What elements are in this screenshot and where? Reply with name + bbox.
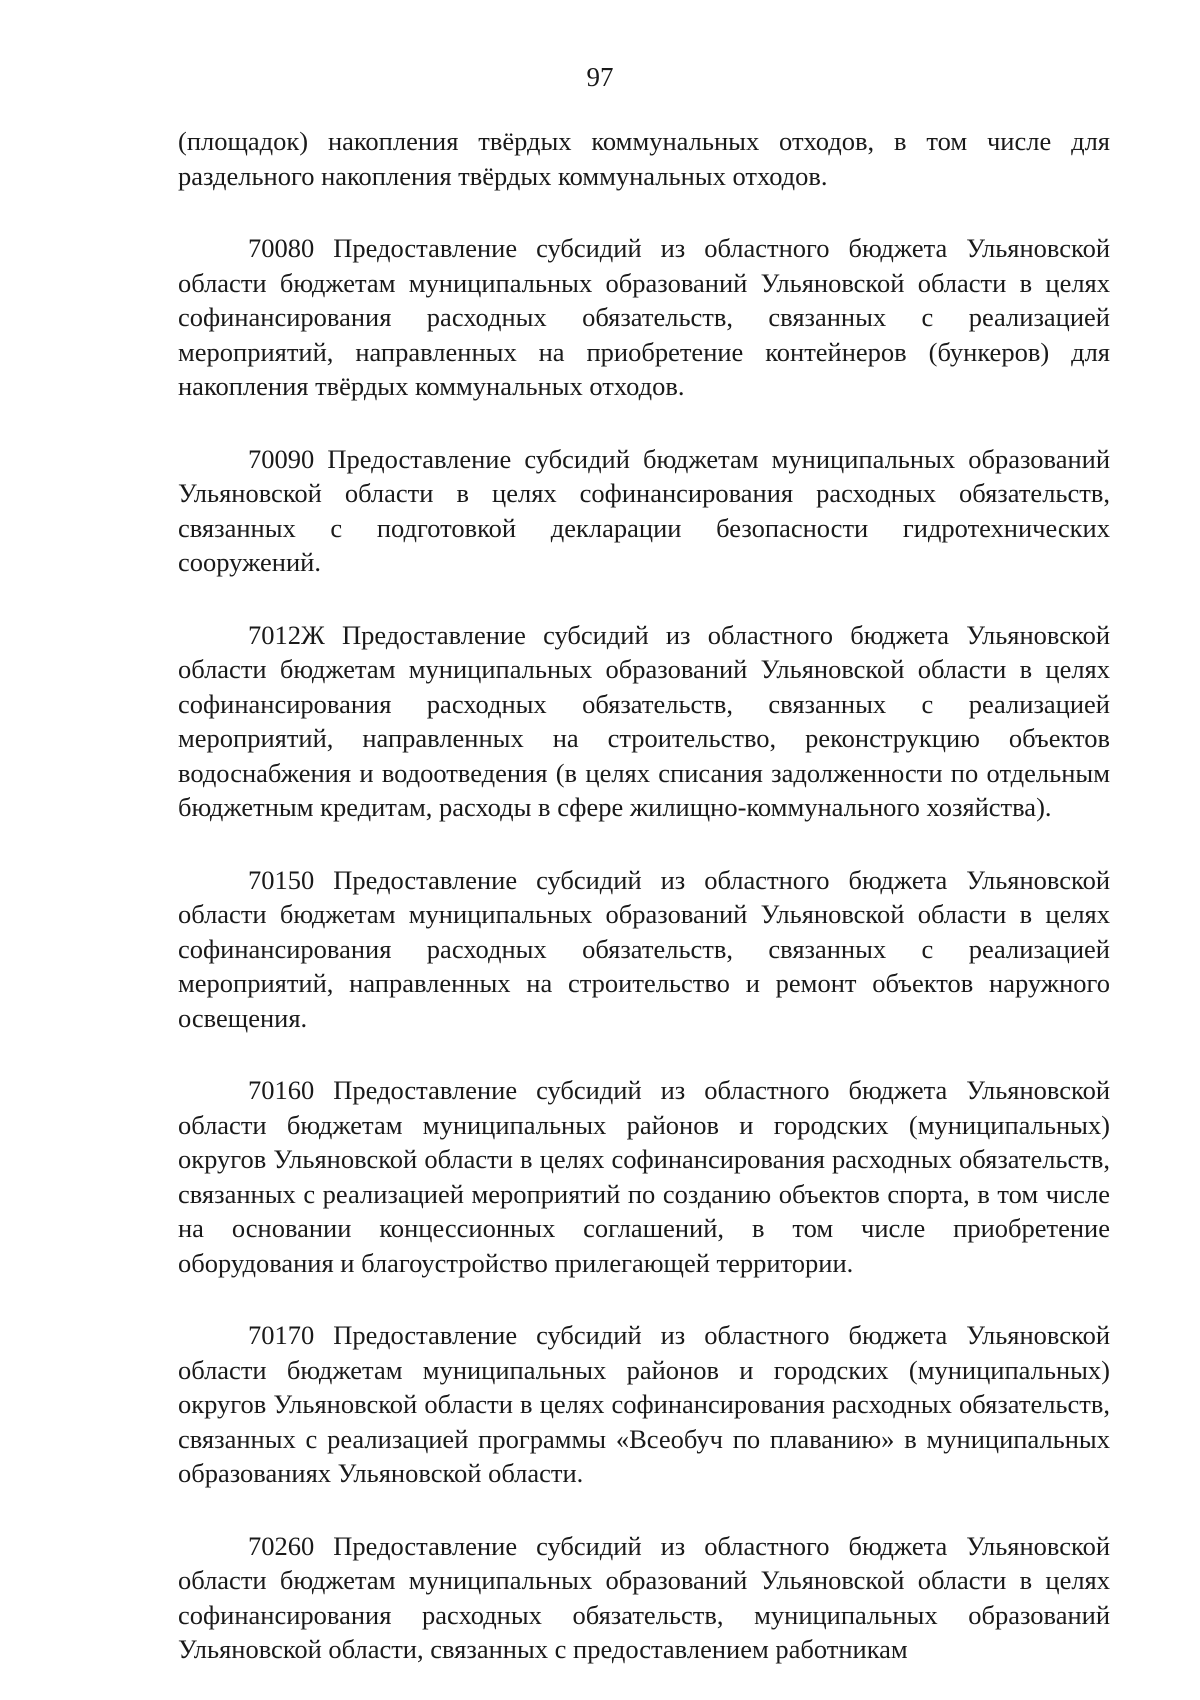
paragraph-code: 70160 xyxy=(248,1075,315,1105)
document-body xyxy=(178,124,1110,1667)
paragraph-text: Предоставление субсидий бюджетам муниципальных образований Ульяновской области в целях софинансирования расходных обязательств, связанных с подготовкой декларации безопасности гидротехнических сооружений. xyxy=(178,443,1110,577)
paragraph-text: Предоставление субсидий из областного бюджета Ульяновской области бюджетам муниципальных образований Ульяновской области в целях софинансирования расходных обязательств, связанных с реализацией мероприятий, направленных на строительство, реконструкцию объектов водоснабжения и водоотведения (в целях списания задолженности по отдельным бюджетным кредитам, расходы в сфере жилищно-коммунального хозяйства). xyxy=(178,619,1111,822)
paragraph-continuation xyxy=(178,124,1110,193)
paragraph-code: 70260 xyxy=(248,1530,315,1561)
paragraph-code: 7012Ж xyxy=(248,619,325,650)
paragraph-text: Предоставление субсидий из областного бюджета Ульяновской области бюджетам муниципальных районов и городских (муниципальных) округов Ульяновской области в целях софинансирования расходных обязательств, связанных с реализацией мероприятий по созданию объектов спорта, в том числе на основании концессионных соглашений, в том числе приобретение оборудования и благоустройство прилегающей территории. xyxy=(178,1075,1111,1278)
paragraph-70150 xyxy=(178,863,1110,1036)
paragraph-code: 70150 xyxy=(248,864,315,895)
paragraph-70260 xyxy=(178,1529,1110,1667)
paragraph-text: Предоставление субсидий из областного бюджета Ульяновской области бюджетам муниципальных образований Ульяновской области в целях софинансирования расходных обязательств, муниципальных образований Ульяновской области, связанных с предоставлением работникам xyxy=(178,1530,1111,1664)
paragraph-code: 70080 xyxy=(248,233,315,263)
paragraph-70090 xyxy=(178,442,1110,580)
paragraph-70080 xyxy=(178,231,1110,404)
paragraph-text: (площадок) накопления твёрдых коммунальных отходов, в том числе для раздельного накопления твёрдых коммунальных отходов. xyxy=(178,126,1110,191)
paragraph-text: Предоставление субсидий из областного бюджета Ульяновской области бюджетам муниципальных районов и городских (муниципальных) округов Ульяновской области в целях софинансирования расходных обязательств, связанных с реализацией программы «Всеобуч по плаванию» в муниципальных образованиях Ульяновской области. xyxy=(178,1320,1111,1488)
paragraph-text: Предоставление субсидий из областного бюджета Ульяновской области бюджетам муниципальных образований Ульяновской области в целях софинансирования расходных обязательств, связанных с реализацией мероприятий, направленных на приобретение контейнеров (бункеров) для накопления твёрдых коммунальных отходов. xyxy=(178,233,1111,401)
paragraph-70170 xyxy=(178,1318,1110,1491)
paragraph-70160 xyxy=(178,1073,1110,1280)
paragraph-code: 70090 xyxy=(248,443,315,474)
paragraph-code: 70170 xyxy=(248,1320,315,1350)
page-number: 97 xyxy=(586,62,614,92)
paragraph-7012zh xyxy=(178,618,1110,825)
paragraph-text: Предоставление субсидий из областного бюджета Ульяновской области бюджетам муниципальных образований Ульяновской области в целях софинансирования расходных обязательств, связанных с реализацией мероприятий, направленных на строительство и ремонт объектов наружного освещения. xyxy=(178,864,1111,1033)
